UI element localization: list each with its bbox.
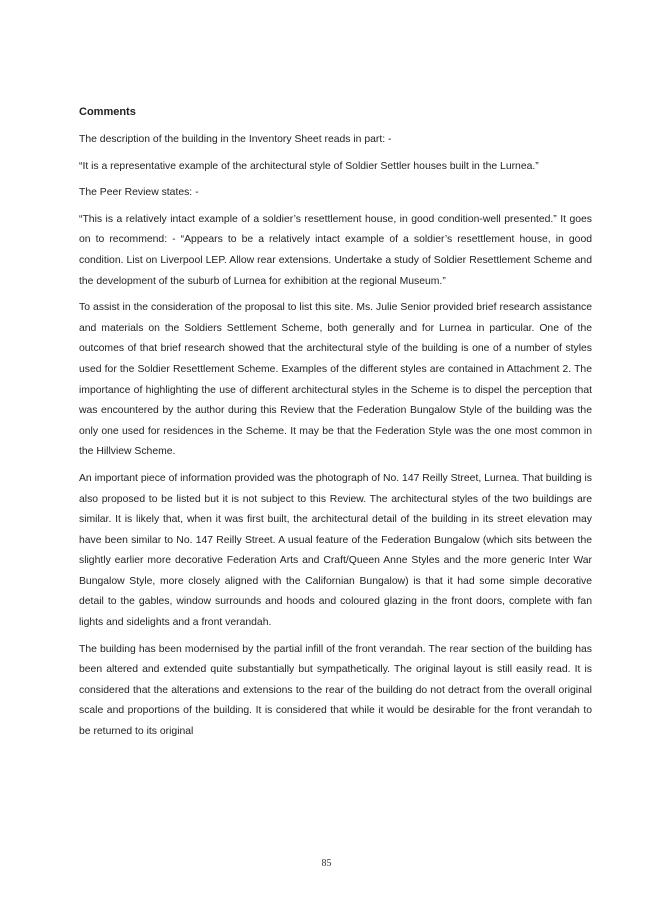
paragraph-peer-review-intro: The Peer Review states: - [79, 187, 199, 199]
paragraph-inventory-intro: The description of the building in the Inventory Sheet reads in part: - [79, 134, 392, 145]
paragraph-peer-review-quote: “This is a relatively intact example of a soldier’s resettlement house, in good condition-well presented.” It goes on to recommend: - “Appears to be a relatively intact example of a soldier’s resettlement house, in good condition. List on Liverpool LEP. Allow rear extensions. Undertake a study of Soldier Resettlement Scheme and the development of the suburb of Lurnea for exhibition at the regional Museum.” [79, 213, 592, 287]
paragraph-research-assistance: To assist in the consideration of the proposal to list this site. Ms. Julie Senior provided brief research assistance and materials on the Soldiers Settlement Scheme, both generally and for Lurnea in particular. One of the outcomes of that brief research showed that the architectural style of the building is one of a number of styles used for the Soldier Resettlement Scheme. Examples of the different styles are contained in Attachment 2. The importance of highlighting the use of different architectural styles in the Scheme is to dispel the perception that was encountered by the author during this Review that the Federation Bungalow Style of the building was the only one used for residences in the Scheme. It may be that the Federation Style was the one most common in the Hillview Scheme. [79, 302, 592, 458]
paragraph-modernisation: The building has been modernised by the partial infill of the front verandah. The rear section of the building has been altered and extended quite substantially but sympathetically. The original layout is still easily read. It is considered that the alterations and extensions to the rear of the building do not detract from the overall original scale and proportions of the building. It is considered that while it would be desirable for the front verandah to be returned to its original [79, 643, 592, 738]
paragraph-reilly-street: An important piece of information provided was the photograph of No. 147 Reilly Street, Lurnea. That building is also proposed to be listed but it is not subject to this Review. The architectural styles of the two buildings are similar. It is likely that, when it was first built, the architectural detail of the building in its street elevation may have been similar to No. 147 Reilly Street. A usual feature of the Federation Bungalow (which sits between the slightly earlier more decorative Federation Arts and Craft/Queen Anne Styles and the more generic Inter War Bungalow Style, more closely aligned with the Californian Bungalow) is that it had some simple decorative detail to the gables, window surrounds and hoods and coloured glazing in the front doors, complete with fan lights and sidelights and a front verandah. [79, 472, 592, 629]
paragraph-inventory-quote: “It is a representative example of the architectural style of Soldier Settler houses built in the Lurnea.” [79, 160, 539, 172]
section-heading: Comments [79, 106, 136, 118]
page-number: 85 [321, 858, 332, 869]
document-body [79, 104, 592, 749]
